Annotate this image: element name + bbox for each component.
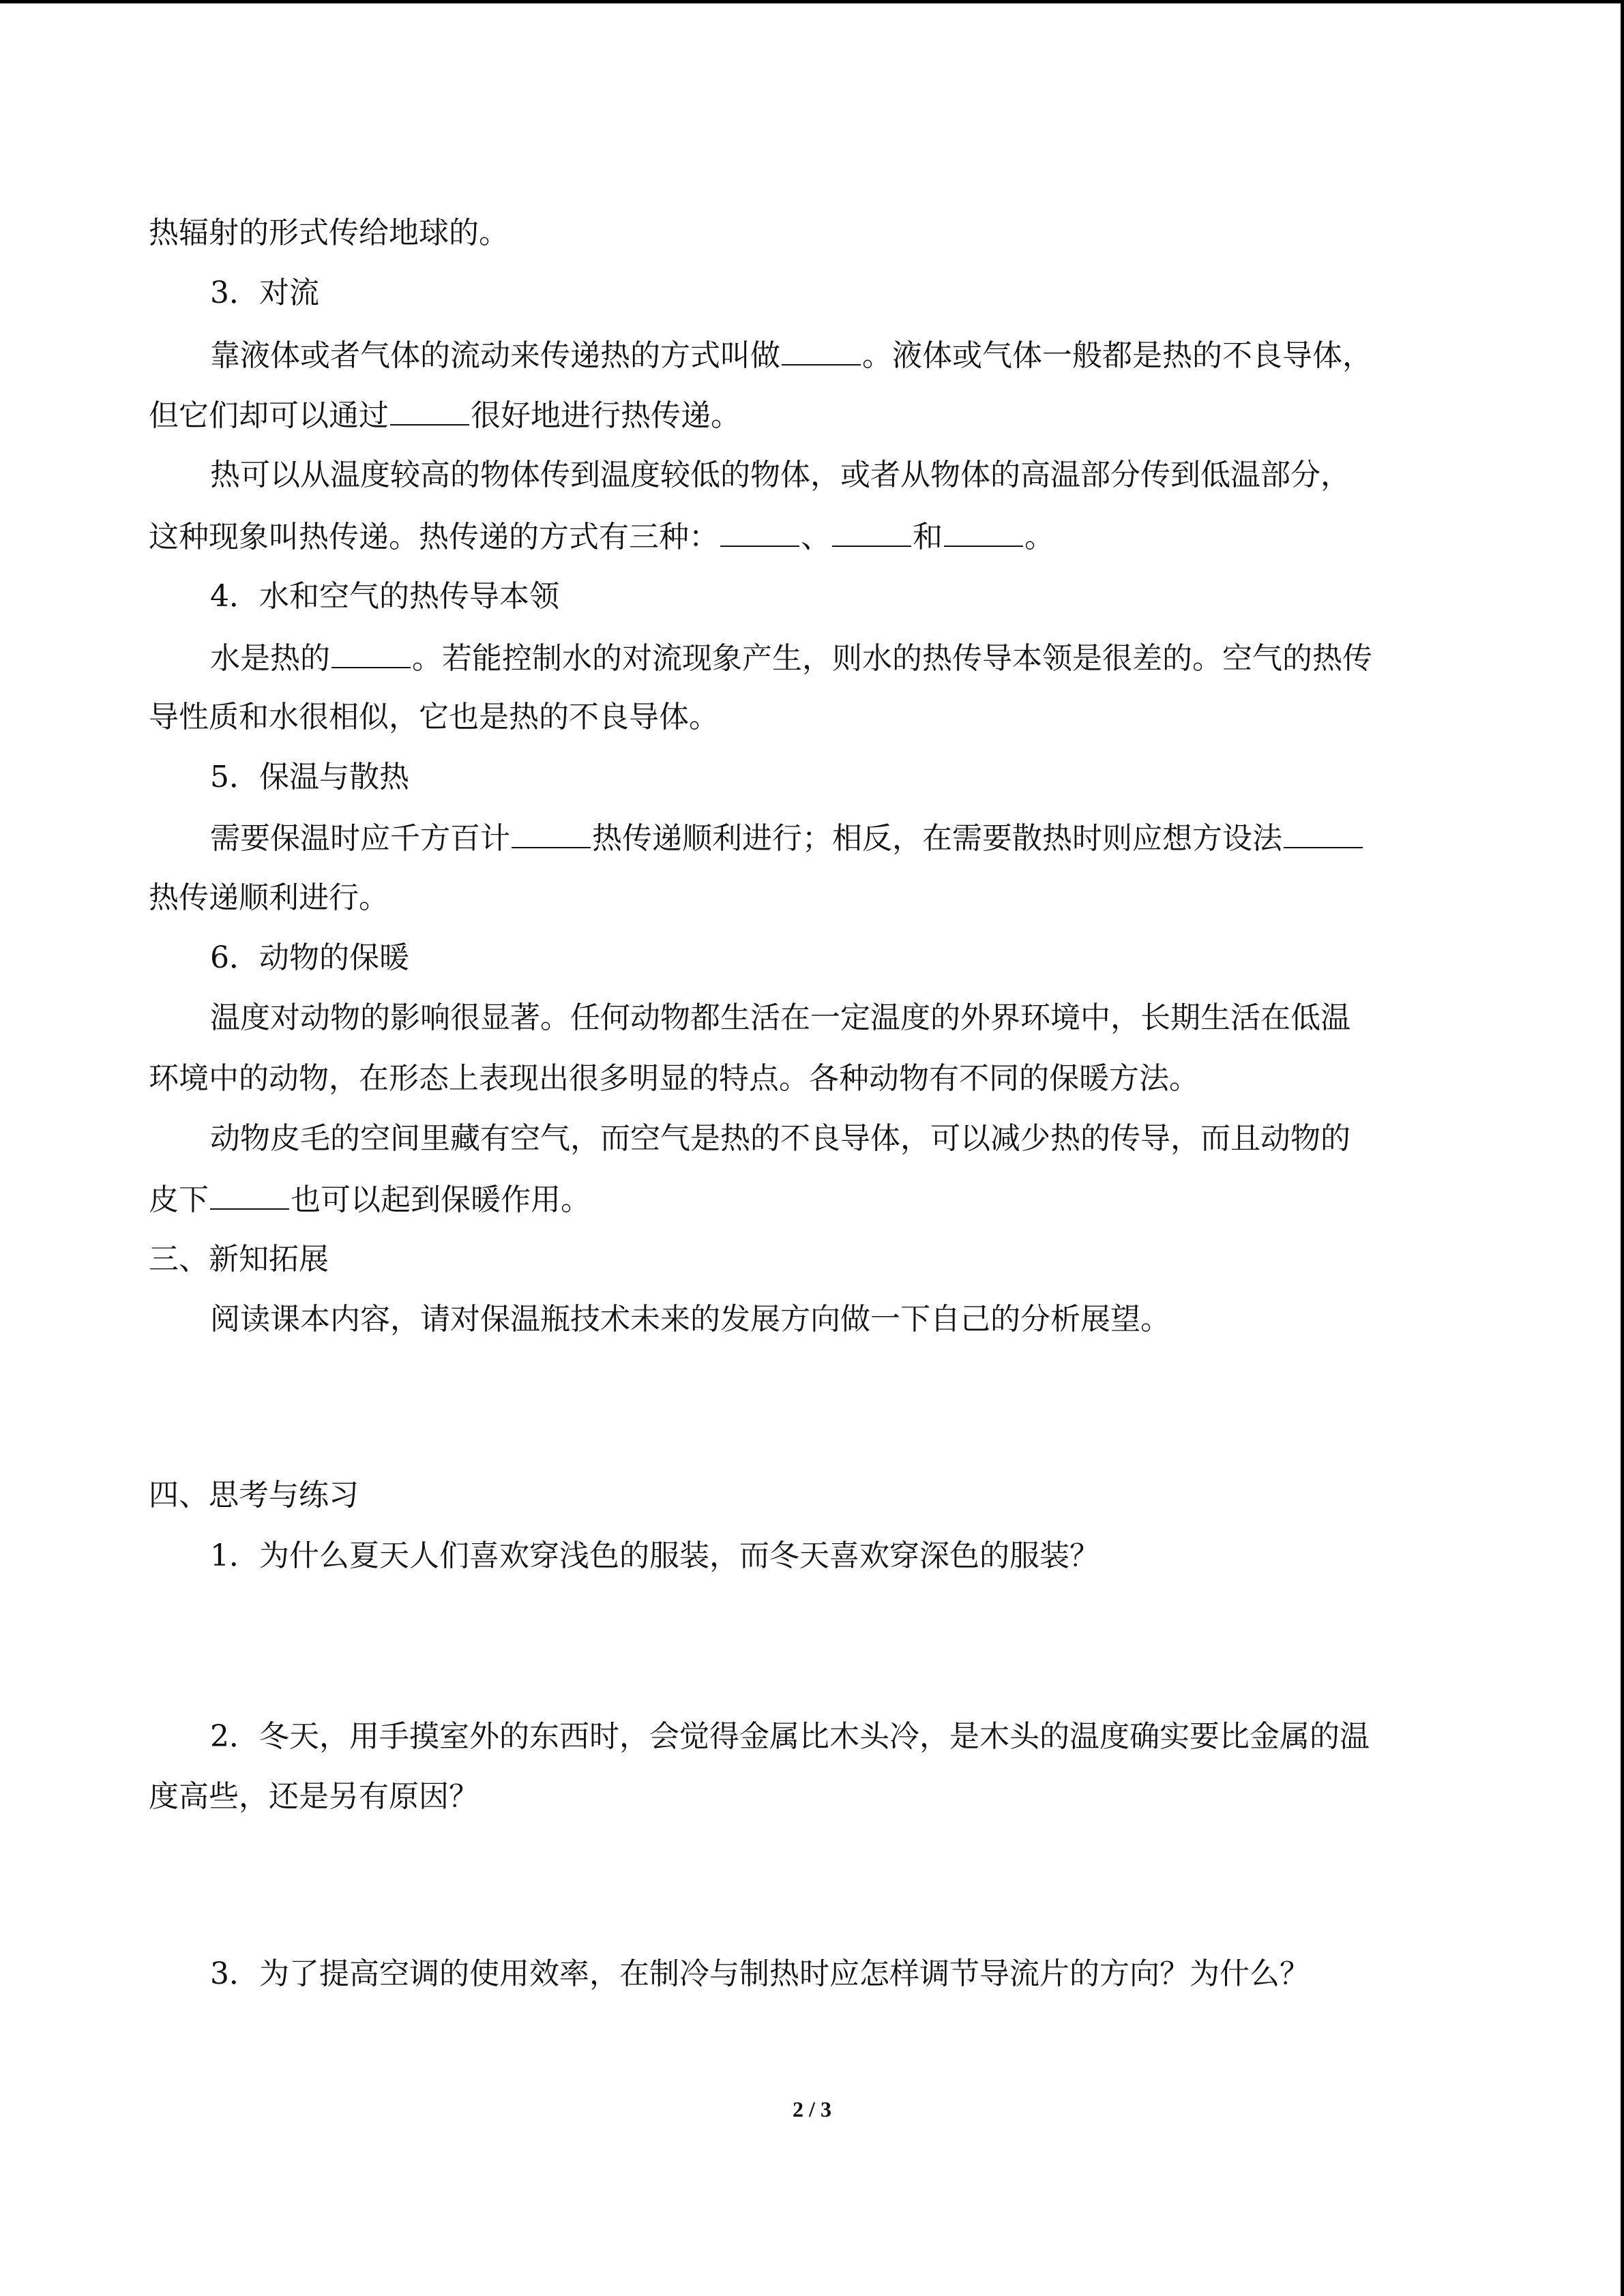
question-2-continued <box>149 1776 479 1817</box>
answer-blank[interactable] <box>331 637 411 668</box>
text: 导性质和水很相似，它也是热的不良导体。 <box>149 700 719 734</box>
page-number: 2 / 3 <box>793 2097 831 2121</box>
paragraph-line <box>149 697 719 738</box>
question-2 <box>210 1716 1370 1757</box>
paragraph-line <box>149 394 741 436</box>
answer-blank[interactable] <box>782 334 861 366</box>
text: 3．为了提高空调的使用效率，在制冷与制热时应怎样调节导流片的方向？为什么？ <box>210 1956 1310 1991</box>
text: 但它们却可以通过 <box>149 398 389 433</box>
text: 温度对动物的影响很显著。任何动物都生活在一定温度的外界环境中，长期生活在低温 <box>210 1000 1350 1035</box>
text: 。 <box>1024 520 1054 554</box>
text: 热传递顺利进行。 <box>149 880 389 915</box>
heading-text: 5．保温与散热 <box>210 760 409 794</box>
paragraph-line <box>210 637 1372 679</box>
text: 水是热的 <box>210 641 330 676</box>
heading-text: 三、新知拓展 <box>149 1242 329 1277</box>
answer-blank[interactable] <box>1284 817 1363 848</box>
paragraph-line <box>149 1058 1199 1099</box>
text: 和 <box>913 520 943 554</box>
part-heading-exercises <box>149 1475 359 1516</box>
section-heading-animal-warmth <box>210 938 409 979</box>
paragraph-line <box>210 334 1372 376</box>
heading-text: 四、思考与练习 <box>149 1478 359 1512</box>
text: 度高些，还是另有原因？ <box>149 1779 479 1814</box>
text: 热传递顺利进行；相反，在需要散热时则应想方设法 <box>592 821 1282 856</box>
text: 靠液体或者气体的流动来传递热的方式叫做 <box>210 338 780 373</box>
text: 2．冬天，用手摸室外的东西时，会觉得金属比木头冷，是木头的温度确实要比金属的温 <box>210 1719 1370 1754</box>
paragraph-line <box>149 1178 591 1221</box>
paragraph-line <box>210 817 1364 859</box>
answer-blank[interactable] <box>512 817 591 848</box>
question-3 <box>210 1954 1310 1995</box>
answer-blank[interactable] <box>210 1178 289 1210</box>
text: 也可以起到保暖作用。 <box>291 1182 591 1217</box>
part-heading-extension <box>149 1239 329 1280</box>
text: 、 <box>801 520 831 554</box>
text: 热可以从温度较高的物体传到温度较低的物体，或者从物体的高温部分传到低温部分， <box>210 458 1350 492</box>
text: 。若能控制水的对流现象产生，则水的热传导本领是很差的。空气的热传 <box>412 641 1372 676</box>
paragraph-line <box>210 1299 1170 1340</box>
answer-blank[interactable] <box>390 394 469 426</box>
section-heading-convection <box>210 273 319 314</box>
paragraph-line <box>210 998 1350 1039</box>
text: 1．为什么夏天人们喜欢穿浅色的服装，而冬天喜欢穿深色的服装？ <box>210 1538 1099 1573</box>
question-1 <box>210 1536 1099 1577</box>
text: 动物皮毛的空间里藏有空气，而空气是热的不良导体，可以减少热的传导，而且动物的 <box>210 1121 1350 1156</box>
heading-text: 3．对流 <box>210 275 319 310</box>
paragraph-line <box>210 455 1350 496</box>
heading-text: 6．动物的保暖 <box>210 940 409 975</box>
paragraph-line <box>149 213 509 254</box>
text: 。液体或气体一般都是热的不良导体， <box>862 338 1372 373</box>
text: 这种现象叫热传递。热传递的方式有三种： <box>149 520 719 554</box>
paragraph-line <box>149 878 389 919</box>
text: 皮下 <box>149 1182 209 1217</box>
answer-blank[interactable] <box>832 516 911 547</box>
answer-blank[interactable] <box>720 516 799 547</box>
text: 环境中的动物，在形态上表现出很多明显的特点。各种动物有不同的保暖方法。 <box>149 1061 1199 1096</box>
paragraph-line <box>210 1118 1350 1159</box>
text: 阅读课本内容，请对保温瓶技术未来的发展方向做一下自己的分析展望。 <box>210 1302 1170 1337</box>
text: 很好地进行热传递。 <box>471 398 741 433</box>
answer-blank[interactable] <box>944 516 1023 547</box>
text: 热辐射的形式传给地球的。 <box>149 215 509 250</box>
text: 需要保温时应千方百计 <box>210 821 510 856</box>
section-heading-water-air <box>210 576 559 617</box>
paragraph-line <box>149 516 1054 558</box>
heading-text: 4．水和空气的热传导本领 <box>210 579 559 614</box>
section-heading-insulation <box>210 757 409 798</box>
